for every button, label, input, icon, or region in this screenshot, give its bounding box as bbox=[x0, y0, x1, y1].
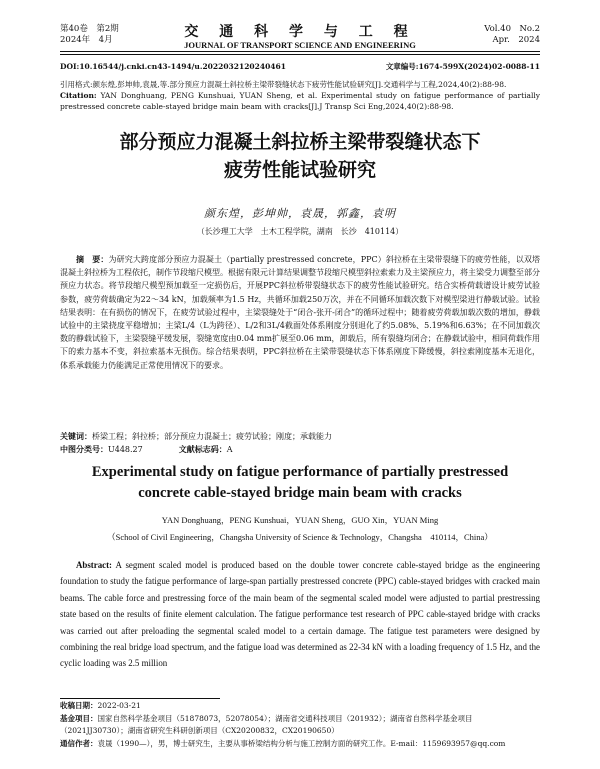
affiliation-cn: （长沙理工大学 土木工程学院，湖南 长沙 410114） bbox=[196, 227, 404, 236]
author-label: 通信作者： bbox=[60, 738, 98, 748]
citation-en bbox=[60, 90, 540, 112]
article-number: 文章编号:1674-599X(2024)02-0088-11 bbox=[385, 62, 540, 71]
abstract-cn-label: 摘 要： bbox=[76, 254, 109, 264]
clc-value: U448.27 bbox=[108, 445, 143, 454]
corresponding-author bbox=[60, 738, 540, 751]
affiliation-en: （School of Civil Engineering，Changsha University of Science & Technology，Changsha 410114，China） bbox=[107, 532, 493, 542]
received-date bbox=[60, 700, 540, 713]
running-header bbox=[60, 24, 540, 54]
fund-label: 基金项目： bbox=[60, 713, 98, 723]
abstract-en-text: A segment scaled model is produced based on the double tower concrete cable-stayed bridge as the engineering foundation to study the fatigue performance of large-span partially prestressed concrete (PPC) cable-stayed bridges with cracked main beams. The cable force and prestressing force of the main beam of the segmental scaled model were adjusted to partial prestressing state based on the results of finite element calculation. The fatigue performance test research of PPC cable-stayed bridge with cracks was carried out after preloading the segmental scaled model to a certain damage. The fatigue test parameters were designed by combining the real bridge load spectrum, and the fatigue load was determined as 22-34 kN with a loading frequency of 1.5 Hz, and the cyclic loading was 2.5 million bbox=[60, 560, 540, 669]
header-rule-thick bbox=[60, 51, 540, 52]
footnote-rule bbox=[60, 698, 220, 699]
keywords-cn bbox=[60, 430, 540, 443]
fund-projects bbox=[60, 713, 540, 738]
doi-line bbox=[60, 61, 540, 72]
header-right bbox=[484, 24, 540, 46]
author-value: 袁晟（1990—），男，博士研究生，主要从事桥梁结构分析与施工控制方面的研究工作。E-mail：1159693957@qq.com bbox=[97, 738, 506, 748]
received-label: 收稿日期： bbox=[60, 701, 98, 710]
title-cn bbox=[60, 128, 540, 184]
abstract-en-label: Abstract: bbox=[76, 560, 112, 570]
title-cn-line2: 疲劳性能试验研究 bbox=[223, 159, 376, 181]
authors-en: YAN Donghuang，PENG Kunshuai，YUAN Sheng，GUO Xin，YUAN Ming bbox=[161, 515, 439, 525]
citation-cn: 引用格式:颜东煌,彭坤帅,袁晟,等.部分预应力混凝土斜拉桥主梁带裂缝状态下疲劳性能试验研究[J].交通科学与工程,2024,40(2):88-98. bbox=[60, 80, 507, 89]
keywords-cn-text: 桥梁工程；斜拉桥；部分预应力混凝土；疲劳试验；刚度；承载能力 bbox=[92, 432, 332, 441]
title-en-line1: Experimental study on fatigue performance of partially prestressed bbox=[91, 464, 509, 480]
classification-cn bbox=[60, 443, 540, 456]
volume-cn: 第40卷 第2期 bbox=[60, 24, 119, 34]
received-value: 2022-03-21 bbox=[97, 701, 141, 710]
doi: DOI:10.16544/j.cnki.cn43-1494/u.2022032120240461 bbox=[60, 62, 286, 71]
keywords-cn-label: 关键词： bbox=[60, 431, 92, 441]
doc-code-label: 文献标志码： bbox=[178, 444, 227, 454]
header-rule-thin bbox=[60, 54, 540, 55]
title-en-line2: concrete cable-stayed bridge main beam with cracks bbox=[138, 485, 462, 501]
journal-name-en: JOURNAL OF TRANSPORT SCIENCE AND ENGINEERING bbox=[184, 40, 416, 50]
doc-code-value: A bbox=[226, 445, 233, 454]
header-center bbox=[140, 24, 460, 51]
title-en bbox=[60, 462, 540, 504]
journal-name-cn: 交 通 科 学 与 工 程 bbox=[184, 24, 416, 40]
header-left bbox=[60, 24, 119, 46]
abstract-en bbox=[60, 557, 540, 672]
citation-en-text: YAN Donghuang, PENG Kunshuai, YUAN Sheng, et al. Experimental study on fatigue performance of partially prestressed concrete cable-stayed bridge main beam with cracks[J].J Transp Sci Eng,2024,40(2):88-98. bbox=[60, 91, 540, 111]
date-en: Apr. 2024 bbox=[492, 35, 540, 45]
volume-en: Vol.40 No.2 bbox=[484, 24, 540, 34]
abstract-cn bbox=[60, 253, 540, 372]
abstract-cn-text: 为研究大跨度部分预应力混凝土（partially prestressed concrete，PPC）斜拉桥在主梁带裂缝下的疲劳性能，以双塔混凝土斜拉桥为工程依托，制作节段缩尺模型。根据有限元计算结果调整节段缩尺模型斜拉索索力及主梁预应力，将主梁受力调整至部分预应力状态。将节段缩尺模型预加载至一定损伤后，开展PPC斜拉桥带裂缝状态下的疲劳性能试验研究。结合实桥荷载谱设计疲劳试验参数，疲劳荷载确定为22～34 kN，加载频率为1.5 Hz，共循环加载250万次，并在不同循环加载次数下对模型梁进行静载试验。试验结果表明：在有损伤的情况下，在疲劳试验过程中，主梁裂缝处于“闭合-张开-闭合”的循环过程中；随着疲劳荷载加载次数的增加，静载试验中的主梁挠度平稳增加；主梁L/4（L为跨径）、L/2和3L/4截面处体系刚度分别退化了约5.08%、5.19%和6.63%；在不同加载次数的静载试验下，主梁裂缝平缓发展，裂缝宽度由0.04 mm扩展至0.06 mm，卸载后，所有裂缝均闭合；在静载试验中，相同荷载作用下的索力基本不变，斜拉索基本无损伤。综合结果表明，PPC斜拉桥在主梁带裂缝状态下体系刚度下降缓慢，斜拉索刚度基本无退化，体系承载能力仍能满足正常使用情况下的要求。 bbox=[60, 255, 541, 370]
authors-cn: 颜东煌，彭坤帅，袁晟，郭鑫，袁明 bbox=[204, 207, 396, 220]
fund-value: 国家自然科学基金项目（51878073，52078054）；湖南省交通科技项目（201932）；湖南省自然科学基金项目（2021JJ30730）；湖南省研究生科研创新项目（CX20200832，CX20190650） bbox=[60, 713, 473, 736]
citation-block bbox=[60, 79, 540, 112]
date-cn: 2024年 4月 bbox=[60, 35, 113, 45]
clc-label: 中图分类号： bbox=[60, 444, 108, 454]
footnotes bbox=[60, 700, 540, 750]
title-cn-line1: 部分预应力混凝土斜拉桥主梁带裂缝状态下 bbox=[119, 131, 481, 153]
citation-en-label: Citation: bbox=[60, 91, 97, 100]
